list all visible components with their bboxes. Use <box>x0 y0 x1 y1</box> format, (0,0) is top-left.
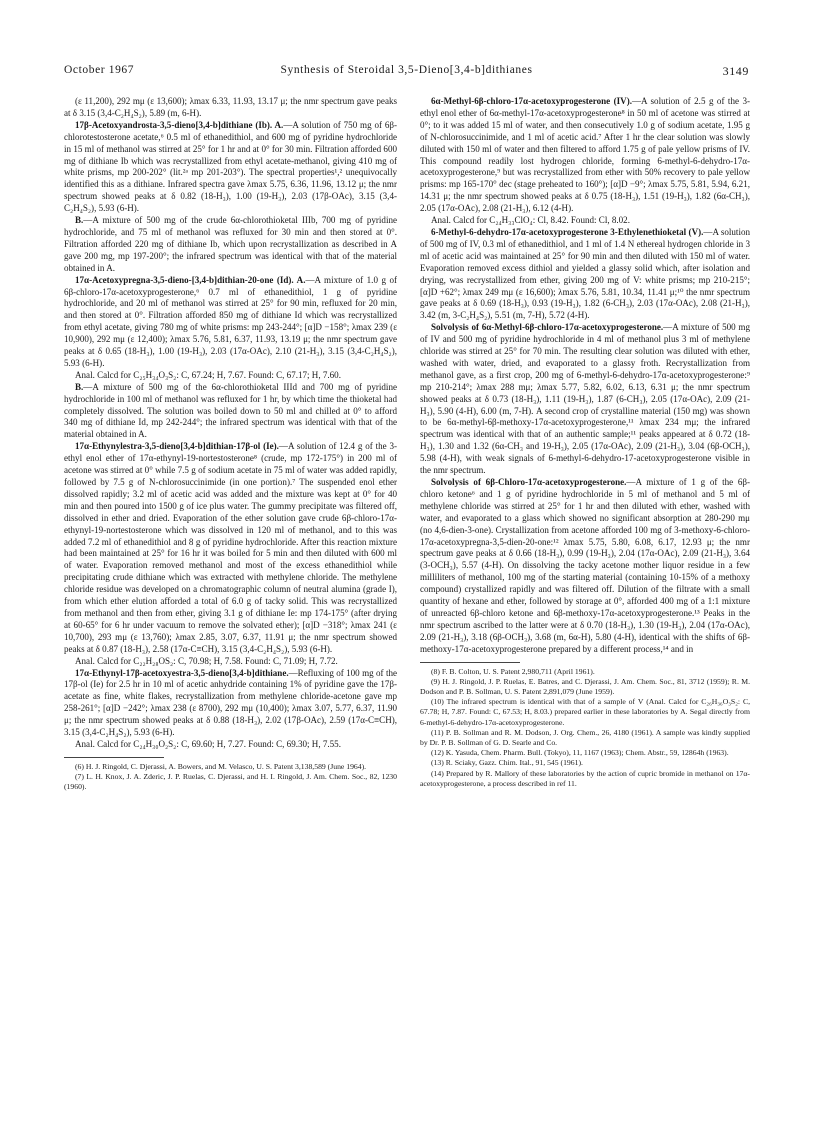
paragraph <box>64 275 397 370</box>
footnote: (9) H. J. Ringold, J. P. Ruelas, E. Batres, and C. Djerassi, J. Am. Chem. Soc., 81, 3712 (1959); R. M. Dodson and P. B. Sollman, U. S. Patent 2,891,079 (June 1959). <box>420 676 750 696</box>
footnote: (11) P. B. Sollman and R. M. Dodson, J. Org. Chem., 26, 4180 (1961). A sample was kindly supplied by Dr. P. B. Sollman of G. D. Searle and Co. <box>420 727 750 748</box>
footnote: (8) F. B. Colton, U. S. Patent 2,980,711 (April 1961). <box>431 666 595 676</box>
paragraph-heading: 6α-Methyl-6β-chloro-17α-acetoxyprogesterone (IV). <box>431 96 632 106</box>
paragraph-text: —A mixture of 1.0 g of 6β-chloro-17α-acetoxyprogesterone,⁶ 0.7 ml of ethanedithiol, 1 g of pyridine hydrochloride, and 20 ml of methanol was stirred at 25° for 90 min, refluxed for 20 min, and then stored at 0°. Filtration afforded 850 mg of dithiane Id which was recrystallized from ethyl acetate, giving 780 mg of white prisms: mp 243-244°; [α]D −158°; λmax 239 (ε 10,900), 292 mμ (ε 12,400); λmax 5.76, 5.81, 6.37, 11.93, 13.19 μ; the nmr spectrum gave peaks at δ 0.65 (18-H₃), 1.00 (19-H₃), 2.03 (17α-OAc), 2.10 (21-H₃), 3.15 (3,4-C₂H₄S₂), 5.93 (6-H). <box>64 274 397 368</box>
header-date: October 1967 <box>64 64 135 76</box>
paragraph-heading: Solvolysis of 6β-Chloro-17α-acetoxyprogesterone. <box>431 477 627 487</box>
paragraph-heading: 17α-Ethynyl-17β-acetoxyestra-3,5-dieno[3,4-b]dithiane. <box>75 667 289 678</box>
left-column <box>64 96 397 792</box>
paragraph-text: —A solution of 750 mg of 6β-chlorotestosterone acetate,⁶ 0.5 ml of ethanedithiol, and 600 mg of pyridine hydrochloride in 15 ml of methanol was stirred at 25° for 1 hr and at 0° for 30 min. Filtration afforded 600 mg of dithiane Ib which was recrystallized from ethyl acetate-methanol, giving 410 mg of white prisms, mp 200-202° (lit.²ᵃ mp 201-203°). The spectral properties¹,² unequivocally identified this as a dithiane. Infrared spectra gave λmax 5.75, 6.36, 11.96, 13.12 μ; the nmr spectrum showed peaks at δ 0.82 (18-H₃), 1.00 (19-H₃), 2.03 (17β-OAc), 3.15 (3,4-C₂H₄S₂), 5.93 (6-H). <box>64 119 397 214</box>
right-column-body <box>420 96 750 656</box>
paragraph-text: —A solution of 2.5 g of the 3-ethyl enol ether of 6α-methyl-17α-acetoxyprogesterone⁸ in 50 ml of acetone was stirred at 0°; to it was added 15 ml of water, and then consecutively 1.0 g of sodium acetate, 1.95 g of N-chlorosuccinimide, and 1 ml of acetic acid.⁷ After 1 hr the clear solution was slowly diluted with 150 ml of water and then filtered to afford 1.75 g of pale yellow prisms of IV. This compound readily lost hydrogen chloride, forming 6-methyl-6-dehydro-17α-acetoxyprogesterone,⁹ but was recrystallized from ether with 50% recovery to pale yellow prisms: mp 165-170° dec (stage preheated to 160°); [α]D −9°; λmax 5.75, 5.81, 5.94, 6.21, 14.31 μ; the nmr spectrum showed peaks at δ 0.75 (18-H₃), 1.51 (19-H₃), 1.82 (6α-CH₃), 2.05 (17α-OAc), 2.08 (21-H₃), 6.12 (4-H). <box>420 96 750 214</box>
paragraph <box>64 656 397 668</box>
paragraph-heading: 6-Methyl-6-dehydro-17α-acetoxyprogesterone 3-Ethylenethioketal (V). <box>431 226 704 237</box>
paragraph <box>64 120 397 215</box>
footnote: (6) H. J. Ringold, C. Djerassi, A. Bowers, and M. Velasco, U. S. Patent 3,138,589 (June 1964). <box>75 761 367 771</box>
footnote-rule <box>420 662 520 663</box>
paragraph-heading: Solvolysis of 6α-Methyl-6β-chloro-17α-acetoxyprogesterone. <box>431 322 664 333</box>
paragraph-text: —A mixture of 500 mg of IV and 500 mg of pyridine hydrochloride in 4 ml of methanol plus 3 ml of methylene chloride was stirred at 25° for 70 min. The resulting clear solution was diluted with ether, washed with water, dried, and evaporated to a glassy froth. Recrystallization from methanol gave, as a first crop, 200 mg of 6-methyl-6-dehydro-17α-acetoxyprogesterone:⁹ mp 210-214°; λmax 288 mμ; λmax 5.77, 5.82, 6.02, 6.13, 6.31 μ; the nmr spectrum showed peaks at δ 0.73 (18-H₃), 1.11 (19-H₃), 1.87 (6-CH₃), 2.05 (17α-OAc), 2.09 (21-H₃), 5.90 (4-H), 6.00 (m, 7-H). A second crop of crystalline material (150 mg) was shown to be 6α-methyl-6β-methoxy-17α-acetoxyprogesterone,¹¹ λmax 234 mμ; the infrared spectrum was identical with that of an authentic sample;¹¹ peaks appeared at δ 0.72 (18-H₃), 1.30 and 1.32 (6α-CH₃ and 19-H₃), 2.05 (17α-OAc), 2.09 (21-H₃), 3.04 (6β-OCH₃), 5.98 (4-H), with weak signals of 6-methyl-6-dehydro-17-acetoxyprogesterone visible in the nmr spectrum. <box>420 322 750 476</box>
page-number: 3149 <box>722 64 749 78</box>
paragraph <box>420 477 750 656</box>
paragraph <box>420 215 750 227</box>
paragraph-text: Anal. Calcd for C₂₄H₃₃ClO₄: Cl, 8.42. Found: Cl, 8.02. <box>431 215 630 226</box>
footnote: (14) Prepared by R. Mallory of these laboratories by the action of cupric bromide in methanol on 17α-acetoxyprogesterone, a process described in ref 11. <box>420 768 750 788</box>
paragraph-text: —A mixture of 1 g of the 6β-chloro ketone⁶ and 1 g of pyridine hydrochloride in 5 ml of methanol and 5 ml of methylene chloride was stirred at 25° for 1 hr and then diluted with ether, washed with water, and evaporated to a glass which showed no significant absorption at 280-290 mμ (no 4,6-dien-3-one). Crystallization from acetone afforded 100 mg of 3-methoxy-6-chloro-17α-acetoxypregna-3,5-dien-20-one:¹² λmax 5.75, 5.80, 6.08, 6.17, 12.93 μ; the nmr spectrum gave peaks at δ 0.66 (18-H₃), 0.99 (19-H₃), 2.04 (17α-OAc), 2.09 (21-H₃), 3.64 (3-OCH₃), 5.57 (4-H). On dissolving the tacky acetone mother liquor residue in a few milliliters of methanol, 100 mg of the starting material (containing 10-15% of a methoxy compound) crystallized rapidly and was filtered off. Dilution of the filtrate with a small quantity of hexane and ether, followed by storage at 0°, afforded 400 mg of a 1:1 mixture of unreacted 6β-chloro ketone and 6β-methoxy-17α-acetoxyprogesterone.¹³ Peaks in the nmr spectrum ascribed to the latter were at δ 0.70 (18-H₃), 1.30 (19-H₃), 2.04 (17α-OAc), 2.09 (21-H₃), 3.18 (6β-OCH₃), 3.68 (m, 6α-H), 5.80 (4-H), identical with the shifts of 6β-methoxy-17α-acetoxyprogesterone prepared by a different process,¹⁴ and in <box>420 477 750 654</box>
paragraph <box>420 96 750 215</box>
header-title: Synthesis of Steroidal 3,5-Dieno[3,4-b]dithianes <box>280 64 533 76</box>
footnote: (12) K. Yasuda, Chem. Pharm. Bull. (Tokyo), 11, 1167 (1963); Chem. Abstr., 59, 12864h (1963). <box>431 748 729 758</box>
left-column-body <box>64 96 397 751</box>
paragraph-text: —A mixture of 500 mg of the 6α-chlorothioketal IIId and 700 mg of pyridine hydrochloride in 100 ml of methanol was refluxed for 1 hr, by which time the thioketal had completely dissolved. The solution was boiled down to 50 ml and chilled at 0° to afford 340 mg of dithiane Id, mp 242-244°; the infrared spectrum was identical with that of the material obtained in A. <box>64 381 397 440</box>
footnote-rule <box>64 757 164 758</box>
paragraph <box>64 739 397 751</box>
paragraph-heading: 17α-Acetoxypregna-3,5-dieno-[3,4-b]dithian-20-one (Id). A. <box>75 274 306 285</box>
footnote: (7) L. H. Knox, J. A. Zderic, J. P. Ruelas, C. Djerassi, and H. I. Ringold, J. Am. Chem. Soc., 82, 1230 (1960). <box>64 772 397 792</box>
paragraph-text: Anal. Calcd for C₂₂H₂₈OS₂: C, 70.98; H, 7.58. Found: C, 71.09; H, 7.72. <box>75 655 338 666</box>
paragraph <box>64 668 397 739</box>
paragraph <box>64 370 397 382</box>
paragraph-heading: 17α-Ethynylestra-3,5-dieno[3,4-b]dithian-17β-ol (Ie). <box>75 441 279 452</box>
footnote: (13) R. Sciaky, Gazz. Chim. Ital., 91, 545 (1961). <box>431 758 583 768</box>
footnote: (10) The infrared spectrum is identical with that of a sample of V (Anal. Calcd for C₂₆H₃₆O₃S₂: C, 67.78; H, 7.87. Found: C, 67.53; H, 8.03.) prepared earlier in these laboratories by A. Segal directly from 6-methyl-6-dehydro-17α-acetoxyprogesterone. <box>420 697 750 727</box>
paragraph-heading: B. <box>75 381 84 392</box>
paragraph-text: —A mixture of 500 mg of the crude 6α-chlorothioketal IIIb, 700 mg of pyridine hydrochloride, and 75 ml of methanol was refluxed for 30 min and then stored at 0°. Filtration afforded 220 mg of dithiane Ib, which upon recrystallization as described in A gave 200 mg, mp 197-200°; the infrared spectrum was identical with that of the material obtained in A. <box>64 215 397 273</box>
paragraph-text: Anal. Calcd for C₂₄H₃₀O₂S₂: C, 69.60; H, 7.27. Found: C, 69.30; H, 7.55. <box>75 738 341 749</box>
paragraph <box>64 215 397 275</box>
left-footnotes <box>64 762 397 793</box>
running-header <box>64 64 749 80</box>
paragraph <box>64 382 397 442</box>
paragraph-text: —A solution of 12.4 g of the 3-ethyl enol ether of 17α-ethynyl-19-nortestosterone⁸ (crude, mp 172-175°) in 200 ml of acetone was stirred at 0° while 7.5 g of sodium acetate in 75 ml of water was added rapidly, followed by 7.5 g of N-chlorosuccinimide (in one portion).⁷ The suspended enol ether dissolved rapidly; 3.2 ml of acetic acid was added and the mixture was kept at 0° for 40 min and then poured into 1500 g of ice plus water. The gummy precipitate was filtered off, dissolved in ether and dried. Evaporation of the ether solution gave crude 6β-chloro-17α-ethynyl-19-nortestosterone which was dissolved in 120 ml of methanol, and to this was added 7.2 ml of ethanedithiol and 8 g of pyridine hydrochloride. After this reaction mixture had been maintained at 25° for 16 hr it was boiled for 5 min and then diluted with 600 ml of water. Evaporation removed methanol and most of the excess ethanedithiol while precipitating crude dithiane which was extracted with methylene chloride. The methylene chloride residue was developed on a chromatographic column of neutral alumina (grade I), from which ether elution afforded a total of 6.0 g of tacky solid. This was recrystallized from methanol and then from ether, giving 3.1 g of dithiane Ie: mp 174-175° (after drying at 60-65° for 6 hr under vacuum to remove the solvated ether); [α]D −318°; λmax 241 (ε 10,700), 293 mμ (ε 13,760); λmax 2.85, 3.07, 6.37, 11.91 μ; the nmr spectrum showed peaks at δ 0.87 (18-H₃), 2.58 (17α-C≡CH), 3.15 (3,4-C₂H₄S₂), 5.93 (6-H). <box>64 441 397 654</box>
paragraph <box>64 96 397 120</box>
paragraph-heading: 17β-Acetoxyandrosta-3,5-dieno[3,4-b]dithiane (Ib). A. <box>75 119 284 130</box>
paragraph-text: (ε 11,200), 292 mμ (ε 13,600); λmax 6.33, 11.93, 13.17 μ; the nmr spectrum gave peaks at δ 3.15 (3,4-C₂H₄S₂), 5.89 (m, 6-H). <box>64 96 397 118</box>
paragraph-text: —A solution of 500 mg of IV, 0.3 ml of ethanedithiol, and 1 ml of 1.4 N ethereal hydrogen chloride in 3 ml of acetic acid was maintained at 25° for 90 min and then diluted with 150 ml of water. Evaporation removed excess dithiol and yielded a glassy solid which, after isolation and drying, was recrystallized from ether, giving 200 mg of V: white prisms; mp 210-215°; [α]D +62°; λmax 249 mμ (ε 16,600); λmax 5.76, 5.81, 10.34, 11.41 μ;¹⁰ the nmr spectrum gave peaks at δ 0.69 (18-H₃), 0.93 (19-H₃), 1.82 (6-CH₃), 2.03 (17α-OAc), 2.08 (21-H₃), 3.42 (m, 3-C₂H₄S₂), 5.51 (m, 7-H), 5.72 (4-H). <box>420 226 751 321</box>
paragraph-text: —Refluxing of 100 mg of the 17β-ol (Ie) for 2.5 hr in 10 ml of acetic anhydride containing 1% of pyridine gave the 17β-acetate as fine, white flakes, recrystallization from methylene chloride-acetone gave mp 258-261°; [α]D −242°; λmax 238 (ε 8700), 292 mμ (10,400); λmax 3.07, 5.77, 6.37, 11.90 μ; the nmr spectrum showed peaks at δ 0.88 (18-H₃), 2.02 (17β-OAc), 2.59 (17α-C≡CH), 3.15 (3,4-C₂H₄S₂), 5.93 (6-H). <box>64 667 397 738</box>
right-column <box>420 96 750 789</box>
right-footnotes <box>420 667 750 789</box>
paragraph-heading: B. <box>75 215 84 226</box>
paragraph <box>420 227 750 322</box>
paragraph <box>420 322 750 477</box>
paragraph-text: Anal. Calcd for C₂₅H₃₄O₃S₂: C, 67.24; H, 7.67. Found: C, 67.17; H, 7.60. <box>75 369 341 380</box>
paragraph <box>64 441 397 655</box>
